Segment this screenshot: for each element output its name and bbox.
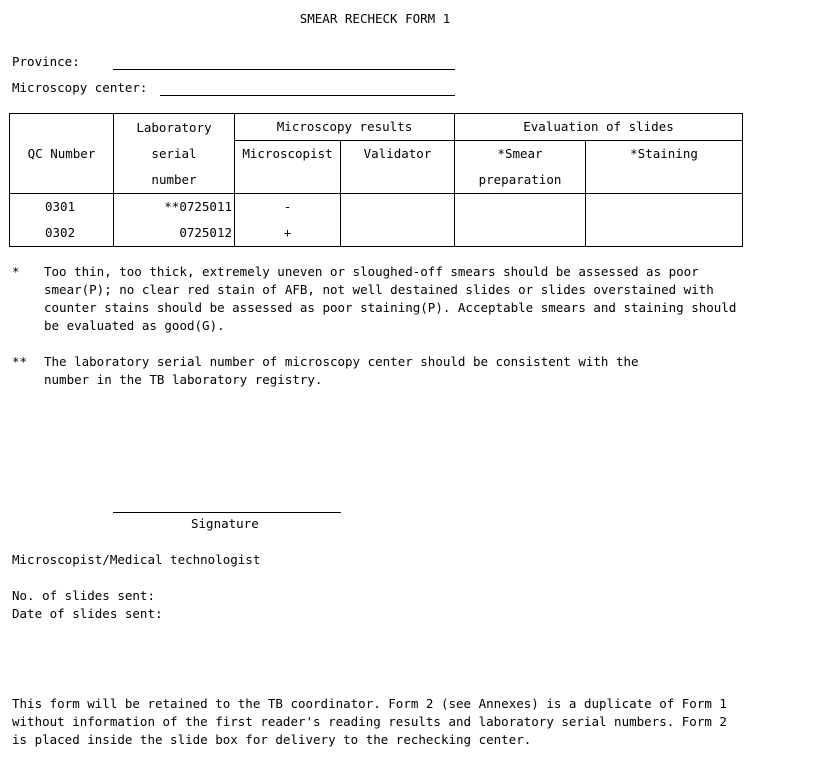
qc-number-cell: 0302 — [10, 220, 114, 247]
col-header-staining: *Staining — [586, 141, 743, 194]
col-header-evaluation: Evaluation of slides — [455, 114, 743, 141]
smear-cell[interactable] — [455, 220, 586, 247]
footer-paragraph: This form will be retained to the TB coordinator. Form 2 (see Annexes) is a duplicate of Form 1 without information of the first reader's reading results and laboratory serial numbers. Form 2 is placed inside the slide box for delivery to the rechecking center. — [12, 696, 727, 747]
signature-role: Microscopist/Medical technologist — [12, 552, 261, 567]
slides-sent-label: No. of slides sent: — [12, 588, 155, 603]
microscopist-cell: - — [235, 194, 341, 221]
date-sent-label: Date of slides sent: — [12, 606, 163, 621]
footnote-mark-double: ** — [12, 354, 28, 369]
col-header-lab-serial — [114, 114, 235, 194]
lab-serial-line1: Laboratory — [136, 119, 212, 135]
col-header-microscopist: Microscopist — [235, 141, 341, 194]
qc-results-table — [9, 113, 743, 247]
province-field-line[interactable] — [113, 69, 455, 70]
table-row — [10, 220, 743, 247]
footnote-smear-staining — [12, 263, 752, 335]
footnote-mark-single: * — [12, 264, 20, 279]
lab-serial-cell: 0725012 — [114, 220, 235, 247]
microscopy-center-field-line[interactable] — [160, 95, 455, 96]
microscopist-cell: + — [235, 220, 341, 247]
microscopy-center-label: Microscopy center: — [12, 80, 148, 95]
footnote-serial-number — [12, 353, 752, 389]
staining-cell[interactable] — [586, 194, 743, 221]
col-header-smear — [455, 141, 586, 194]
validator-cell[interactable] — [341, 194, 455, 221]
col-header-microscopy-results: Microscopy results — [235, 114, 455, 141]
province-label: Province: — [12, 54, 80, 69]
staining-cell[interactable] — [586, 220, 743, 247]
validator-cell[interactable] — [341, 220, 455, 247]
signature-line[interactable] — [113, 512, 341, 513]
lab-serial-line2: serial — [151, 145, 197, 161]
signature-label: Signature — [191, 516, 259, 531]
smear-cell[interactable] — [455, 194, 586, 221]
qc-number-cell: 0301 — [10, 194, 114, 221]
lab-serial-line3: number — [151, 171, 197, 187]
table-row — [10, 194, 743, 221]
lab-serial-cell: **0725011 — [114, 194, 235, 221]
footnote-text-single: Too thin, too thick, extremely uneven or sloughed-off smears should be assessed as poor smear(P); no clear red stain of AFB, not well destained slides or slides overstained with counter stains should be assessed as poor staining(P). Acceptable smears and staining should be evaluated as good(G). — [44, 264, 737, 333]
col-header-validator: Validator — [341, 141, 455, 194]
smear-line1: *Smear — [497, 146, 543, 161]
form-title: SMEAR RECHECK FORM 1 — [299, 11, 451, 26]
col-header-qc-number: QC Number — [10, 114, 114, 194]
smear-line2: preparation — [478, 172, 562, 187]
footnote-text-double: The laboratory serial number of microscopy center should be consistent with the number in the TB laboratory registry. — [44, 354, 639, 387]
